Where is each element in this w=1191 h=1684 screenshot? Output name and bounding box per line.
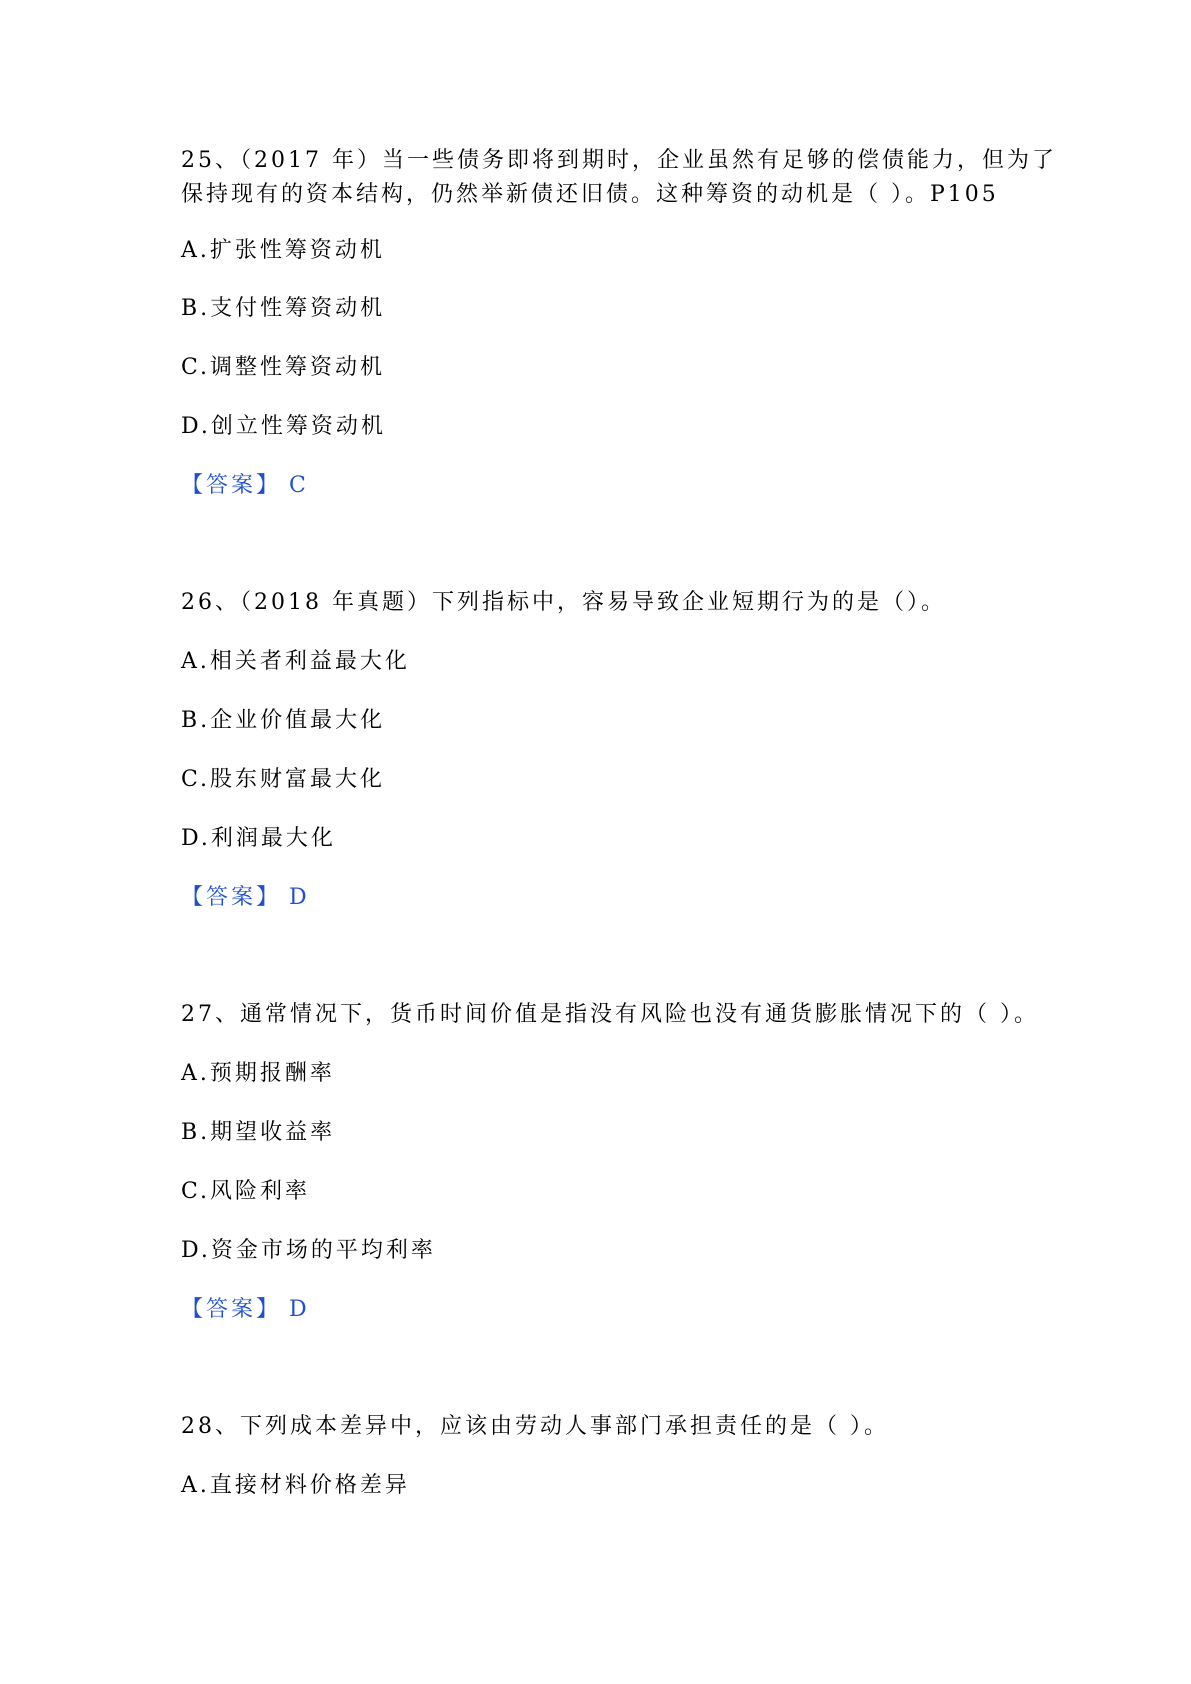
question-27-stem-line-1: 27、通常情况下，货币时间价值是指没有风险也没有通货膨胀情况下的（ ）。	[181, 1002, 1039, 1027]
question-26-answer	[181, 883, 310, 913]
answer-label: 【答案】	[181, 885, 282, 910]
question-27-option-d: D.资金市场的平均利率	[181, 1238, 436, 1263]
question-25-option-c: C.调整性筹资动机	[181, 355, 386, 380]
question-25-stem-line-1: 25、（2017 年）当一些债务即将到期时，企业虽然有足够的偿债能力，但为了	[181, 148, 1057, 173]
question-26-option-b: B.企业价值最大化	[181, 708, 386, 733]
answer-label: 【答案】	[181, 473, 282, 498]
question-27-option-c: C.风险利率	[181, 1179, 311, 1204]
answer-value: D	[289, 1297, 310, 1322]
question-26-option-d: D.利润最大化	[181, 826, 336, 851]
question-26-option-c: C.股东财富最大化	[181, 767, 386, 792]
answer-label: 【答案】	[181, 1297, 282, 1322]
question-27-answer	[181, 1295, 310, 1325]
question-25-answer	[181, 471, 309, 501]
question-28-option-a: A.直接材料价格差异	[181, 1473, 410, 1498]
question-26-option-a: A.相关者利益最大化	[181, 649, 410, 674]
question-25-stem-line-2: 保持现有的资本结构，仍然举新债还旧债。这种筹资的动机是（ ）。P105	[181, 182, 999, 207]
question-27-option-b: B.期望收益率	[181, 1120, 336, 1145]
question-26-stem-line-1: 26、（2018 年真题）下列指标中，容易导致企业短期行为的是（）。	[181, 590, 946, 615]
question-25-option-a: A.扩张性筹资动机	[181, 238, 385, 263]
answer-value: D	[289, 885, 310, 910]
answer-value: C	[289, 473, 309, 498]
question-27-option-a: A.预期报酬率	[181, 1061, 335, 1086]
question-28-stem-line-1: 28、下列成本差异中，应该由劳动人事部门承担责任的是（ ）。	[181, 1414, 889, 1439]
question-25-option-d: D.创立性筹资动机	[181, 414, 386, 439]
question-25-option-b: B.支付性筹资动机	[181, 296, 386, 321]
